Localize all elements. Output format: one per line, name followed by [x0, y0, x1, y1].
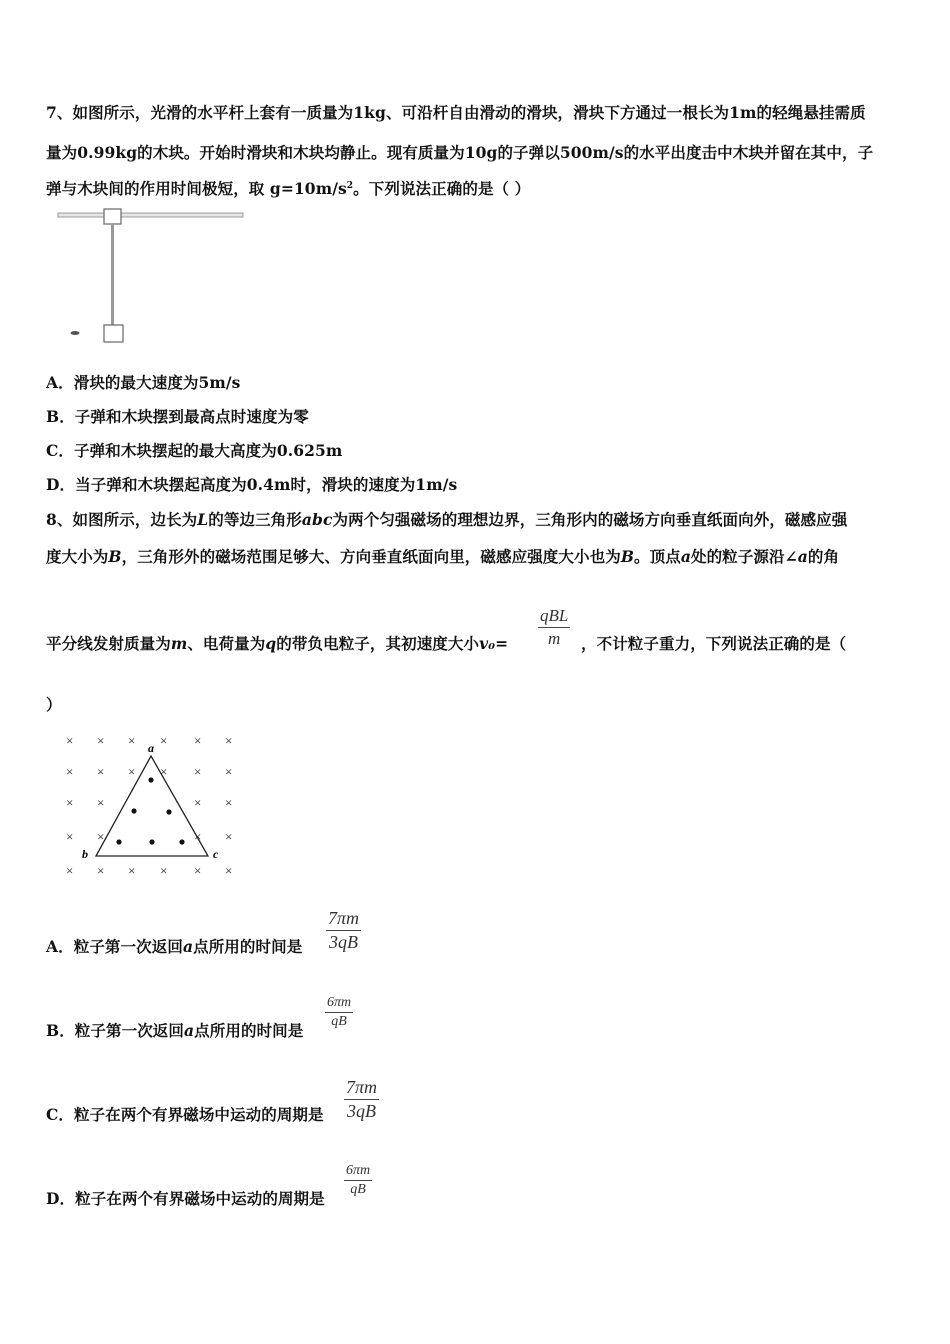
field-out-of-page-dots	[116, 777, 184, 844]
horizontal-rod	[58, 213, 243, 217]
option-d-fraction: $\frac{6\pi m}{qB}$	[346, 1163, 371, 1197]
q8-option-a: A．粒子第一次返回a点所用的时间是	[46, 937, 303, 956]
cross-mark: ×	[66, 829, 74, 844]
v0-fraction: qBL m	[540, 606, 569, 648]
cross-mark: ×	[97, 829, 105, 844]
cross-mark: ×	[66, 733, 74, 748]
cross-mark: ×	[128, 733, 136, 748]
cross-mark: ×	[225, 863, 233, 878]
dot-mark	[179, 839, 184, 844]
cross-mark: ×	[128, 764, 136, 779]
cross-mark: ×	[66, 764, 74, 779]
cross-mark: ×	[160, 733, 168, 748]
dot-mark	[116, 839, 121, 844]
q7-stem-line1: 7、如图所示，光滑的水平杆上套有一质量为1kg、可沿杆自由滑动的滑块，滑块下方通过一根长为1m的轻绳悬挂需质	[46, 103, 866, 122]
q7-stem-line2: 量为0.99kg的木块。开始时滑块和木块均静止。现有质量为10g的子弹以500m/s的水平出度击中木块并留在其中，子	[46, 143, 874, 162]
cross-mark: ×	[194, 863, 202, 878]
cross-mark: ×	[66, 795, 74, 810]
cross-mark: ×	[128, 863, 136, 878]
q7-stem-line3: 弹与木块间的作用时间极短，取 $g=10m/s^2$。下列说法正确的是（ ）	[46, 179, 531, 198]
cross-mark: ×	[66, 863, 74, 878]
dot-mark	[131, 808, 136, 813]
q8-stem-line3: 平分线发射质量为m、电荷量为q的带负电粒子，其初速度大小v₀=	[46, 634, 509, 653]
dot-mark	[149, 839, 154, 844]
option-c-fraction: $\frac{7\pi m}{3qB}$	[346, 1077, 378, 1121]
cross-mark: ×	[97, 733, 105, 748]
cross-mark: ×	[225, 733, 233, 748]
cross-mark: ×	[97, 764, 105, 779]
slider-block	[104, 209, 121, 224]
cross-mark: ×	[194, 829, 202, 844]
wood-block	[104, 325, 123, 342]
vertex-label-a: a	[148, 741, 154, 755]
cross-mark: ×	[194, 733, 202, 748]
q8-option-b: B．粒子第一次返回a点所用的时间是	[46, 1021, 304, 1040]
cross-mark: ×	[97, 863, 105, 878]
dot-mark	[148, 777, 153, 782]
cross-mark: ×	[225, 829, 233, 844]
cross-mark: ×	[194, 795, 202, 810]
q7-pendulum-figure	[55, 205, 250, 350]
cross-mark: ×	[225, 764, 233, 779]
bullet	[71, 331, 80, 335]
option-a-fraction: $\frac{7\pi m}{3qB}$	[328, 908, 360, 952]
cross-mark: ×	[160, 764, 168, 779]
q7-option-a: A．滑块的最大速度为5m/s	[46, 373, 241, 392]
q8-option-c: C．粒子在两个有界磁场中运动的周期是	[46, 1105, 324, 1124]
option-b-fraction: $\frac{6\pi m}{qB}$	[327, 995, 352, 1029]
dot-mark	[166, 809, 171, 814]
q8-stem-line1: 8、如图所示，边长为L的等边三角形abc为两个匀强磁场的理想边界，三角形内的磁场方向垂直纸面向外，磁感应强	[46, 510, 848, 529]
vertex-label-c: c	[213, 847, 219, 861]
q7-option-c: C．子弹和木块摆起的最大高度为0.625m	[46, 441, 343, 460]
q7-option-b: B．子弹和木块摆到最高点时速度为零	[46, 407, 309, 426]
cross-mark: ×	[160, 863, 168, 878]
q8-magnetic-field-figure	[60, 728, 250, 883]
cross-mark: ×	[194, 764, 202, 779]
vertex-label-b: b	[82, 847, 88, 861]
q8-stem-line2: 度大小为B，三角形外的磁场范围足够大、方向垂直纸面向里，磁感应强度大小也为B。顶点a处的粒子源沿∠a的角	[46, 547, 840, 566]
cross-mark: ×	[97, 795, 105, 810]
q7-option-d: D．当子弹和木块摆起高度为0.4m时，滑块的速度为1m/s	[46, 475, 458, 494]
q8-stem-line4: ）	[46, 695, 62, 714]
q8-stem-line3-tail: ，不计粒子重力，下列说法正确的是（	[581, 634, 847, 653]
q8-option-d: D．粒子在两个有界磁场中运动的周期是	[46, 1189, 325, 1208]
cross-mark: ×	[225, 795, 233, 810]
